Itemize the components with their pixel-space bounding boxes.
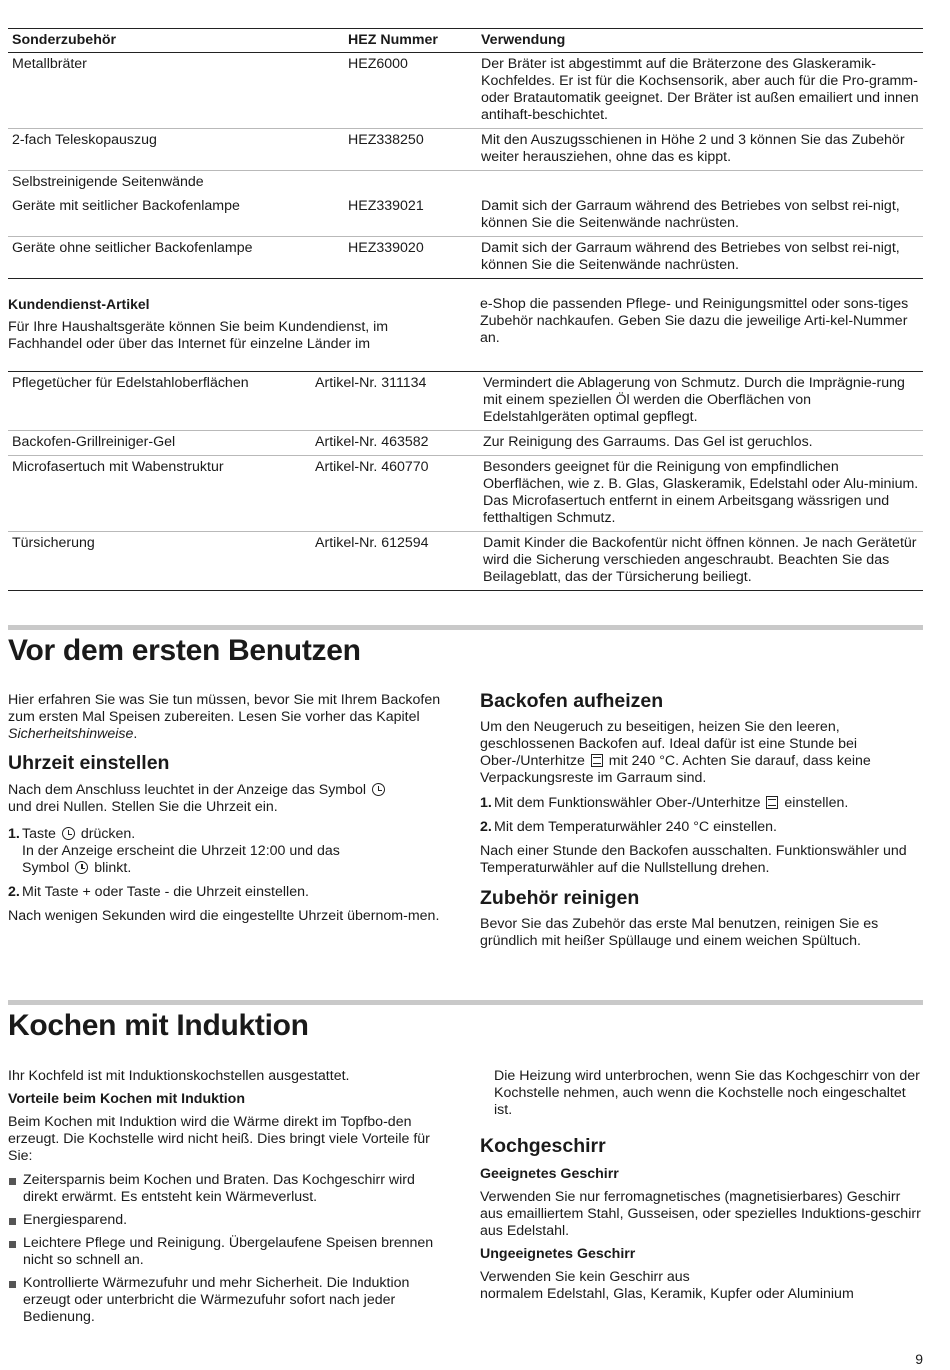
- step-text: In der Anzeige erscheint die Uhrzeit 12:00 und das: [22, 843, 340, 859]
- backofen-paragraph: [480, 719, 922, 787]
- step-text: Symbol: [22, 860, 70, 876]
- uhrzeit-step-2: [8, 884, 453, 901]
- vor-left-column: [8, 692, 453, 925]
- uhrzeit-text-2: und drei Nullen. Stellen Sie die Uhrzeit ein.: [8, 799, 278, 815]
- table-row: [8, 129, 923, 171]
- table-cell-use: Damit sich der Garraum während des Betriebes von selbst rei-nigt, können Sie die Seitenwände nachrüsten.: [481, 198, 900, 231]
- step-text: Mit dem Funktionswähler Ober-/Unterhitze: [494, 795, 761, 811]
- table-cell-number: HEZ339020: [348, 240, 424, 256]
- table-cell-use: Besonders geeignet für die Reinigung von empfindlichen Oberflächen, wie z. B. Glas, Glaskeramik, Edelstahl oder Alu-minium. Das Microfasertuch entfernt in einem Arbeitsgang wässrigen und fetthaltigen Schmutz.: [483, 459, 919, 526]
- table-cell-name: Türsicherung: [12, 535, 95, 551]
- table-cell-number: HEZ6000: [348, 56, 408, 72]
- table-header-row: [8, 29, 923, 53]
- table-cell-use: [477, 171, 923, 196]
- clock-icon: [62, 827, 75, 840]
- vor-intro: [8, 692, 453, 743]
- table-cell-use: Mit den Auszugsschienen in Höhe 2 und 3 können Sie das Zubehör weiter herausziehen, ohne das es kippt.: [481, 132, 905, 165]
- service-article-table: [8, 371, 923, 591]
- clock-icon: [372, 783, 385, 796]
- table-cell-number: HEZ338250: [348, 132, 424, 148]
- backofen-step-1: [480, 795, 922, 812]
- step-text: Mit dem Temperaturwähler 240 °C einstellen.: [494, 819, 777, 835]
- list-item-text: Leichtere Pflege und Reinigung. Übergelaufene Speisen brennen nicht so schnell an.: [23, 1235, 434, 1268]
- table-row: [8, 532, 923, 591]
- bullet-icon: [9, 1218, 16, 1225]
- table-cell-number: Artikel-Nr. 463582: [315, 434, 429, 450]
- table-row: [8, 456, 923, 532]
- table-cell-name: Metallbräter: [12, 56, 87, 72]
- list-item-text: Kontrollierte Wärmezufuhr und mehr Sicherheit. Die Induktion erzeugt oder unterbricht die Wärmezufuhr sofort nach jeder Bedienung.: [23, 1275, 410, 1325]
- table-cell-number: Artikel-Nr. 612594: [315, 535, 429, 551]
- uhrzeit-step-1: [8, 826, 453, 877]
- step-text: drücken.: [80, 826, 136, 842]
- column-header: Verwendung: [477, 29, 923, 53]
- backofen-title: Backofen aufheizen: [480, 690, 664, 712]
- table-cell-name: Selbstreinigende Seitenwände: [12, 174, 204, 190]
- vorteile-title: Vorteile beim Kochen mit Induktion: [8, 1091, 246, 1107]
- step-number: 2.: [8, 884, 20, 900]
- step-text: blinkt.: [94, 860, 132, 876]
- backofen-text-2: mit 240 °C. Achten Sie darauf, dass keine Verpackungsreste im Garraum sind.: [480, 753, 871, 786]
- table-row: [8, 195, 923, 237]
- oven-top-bottom-heat-icon: [591, 754, 603, 767]
- ungeeignet-title: Ungeeignetes Geschirr: [480, 1246, 636, 1262]
- step-text: Taste: [22, 826, 56, 842]
- heizung-paragraph: Die Heizung wird unterbrochen, wenn Sie das Kochgeschirr von der Kochstelle nehmen, auch wenn die Kochstelle noch eingeschaltet ist.: [494, 1068, 920, 1118]
- table-cell-use: Vermindert die Ablagerung von Schmutz. Durch die Imprägnie-rung mit einem speziellen Öl werden die Oberflächen von Edelstahlgeräten optimal gepflegt.: [483, 375, 905, 425]
- table-cell-name: Backofen-Grillreiniger-Gel: [12, 434, 176, 450]
- vorteile-paragraph: Beim Kochen mit Induktion wird die Wärme direkt im Topfbo-den erzeugt. Die Kochstelle wird nicht heiß. Dies bringt viele Vorteile für Sie:: [8, 1114, 430, 1164]
- table-cell-number: HEZ339021: [348, 198, 424, 214]
- step-text: Mit Taste + oder Taste - die Uhrzeit einstellen.: [22, 884, 309, 900]
- intro-text-end: .: [133, 726, 138, 742]
- table-row: [8, 372, 923, 431]
- ungeeignet-paragraph-2: normalem Edelstahl, Glas, Keramik, Kupfer oder Aluminium: [480, 1286, 854, 1302]
- section-title-vor: Vor dem ersten Benutzen: [8, 634, 361, 667]
- intro-link-text: Sicherheitshinweise: [8, 726, 134, 742]
- bullet-icon: [9, 1178, 16, 1185]
- uhrzeit-text: Nach dem Anschluss leuchtet in der Anzeige das Symbol: [8, 782, 367, 798]
- oven-top-bottom-heat-icon: [766, 796, 778, 809]
- zubehoer-title: Zubehör reinigen: [480, 887, 640, 909]
- table-cell-use: Der Bräter ist abgestimmt auf die Bräterzone des Glaskeramik-Kochfeldes. Er ist für die Kochsensorik, aber auch für die Pro-gramm- oder Bratautomatik geeignet. Der Bräter ist außen emailiert und innen antihaft-beschichtet.: [481, 56, 919, 123]
- kochen-intro: Ihr Kochfeld ist mit Induktionskochstellen ausgestattet.: [8, 1068, 350, 1084]
- table-row: [8, 431, 923, 456]
- clock-icon: [75, 861, 88, 874]
- table-cell-name: Geräte mit seitlicher Backofenlampe: [12, 198, 240, 214]
- table-cell-name: Geräte ohne seitlicher Backofenlampe: [12, 240, 253, 256]
- list-item-text: Zeitersparnis beim Kochen und Braten. Das Kochgeschirr wird direkt erwärmt. Es entsteht kein Wärmeverlust.: [23, 1172, 415, 1205]
- table-cell-use: Damit sich der Garraum während des Betriebes von selbst rei-nigt, können Sie die Seitenwände nachrüsten.: [481, 240, 900, 273]
- kochgeschirr-title: Kochgeschirr: [480, 1135, 606, 1157]
- uhrzeit-title: Uhrzeit einstellen: [8, 752, 170, 774]
- zubehoer-paragraph: Bevor Sie das Zubehör das erste Mal benutzen, reinigen Sie es gründlich mit heißer Spüllauge und einem weichen Spültuch.: [480, 916, 879, 949]
- kundendienst-right-text: e-Shop die passenden Pflege- und Reinigungsmittel oder sons-tiges Zubehör nachkaufen. Geben Sie dazu die jeweilige Arti-kel-Nummer an.: [480, 296, 909, 346]
- geeignet-paragraph-1: Verwenden Sie nur ferromagnetisches (magnetisierbares) Geschirr: [480, 1189, 901, 1205]
- intro-text: Hier erfahren Sie was Sie tun müssen, bevor Sie mit Ihrem Backofen zum ersten Mal Speisen zubereiten. Lesen Sie vorher das Kapitel: [8, 692, 441, 725]
- kundendienst-left-text: Für Ihre Haushaltsgeräte können Sie beim Kundendienst, im Fachhandel oder über das Internet für einzelne Länder im: [8, 319, 389, 352]
- backofen-text: Um den Neugeruch zu beseitigen, heizen Sie den leeren, geschlossenen Backofen auf. Ideal dafür ist eine Stunde bei Ober-/Unterhitze: [480, 719, 858, 769]
- table-cell-name: Microfasertuch mit Wabenstruktur: [12, 459, 224, 475]
- kundendienst-title: Kundendienst-Artikel: [8, 296, 150, 312]
- table-row: [8, 237, 923, 279]
- column-header: HEZ Nummer: [344, 29, 477, 53]
- list-item: [8, 1235, 453, 1269]
- list-item: [8, 1212, 453, 1229]
- kochen-right-column: [480, 1068, 922, 1303]
- backofen-paragraph-2: Nach einer Stunde den Backofen ausschalten. Funktionswähler und Temperaturwähler auf die Nullstellung drehen.: [480, 843, 907, 876]
- list-item-text: Energiesparend.: [23, 1212, 128, 1228]
- table-cell-use: Zur Reinigung des Garraums. Das Gel ist geruchlos.: [483, 434, 813, 450]
- list-item: [8, 1275, 453, 1326]
- column-header: Sonderzubehör: [8, 29, 344, 53]
- step-text: einstellen.: [784, 795, 849, 811]
- section-title-kochen: Kochen mit Induktion: [8, 1009, 309, 1042]
- backofen-step-2: [480, 819, 922, 836]
- step-number: 2.: [480, 819, 492, 835]
- step-number: 1.: [8, 826, 20, 842]
- page-number: 9: [915, 1351, 923, 1367]
- section-divider: [8, 625, 923, 630]
- step-number: 1.: [480, 795, 492, 811]
- table-row: [8, 53, 923, 129]
- table-cell-number: Artikel-Nr. 311134: [315, 375, 427, 391]
- kochen-left-column: [8, 1068, 453, 1326]
- geeignet-title: Geeignetes Geschirr: [480, 1166, 619, 1182]
- section-divider: [8, 1000, 923, 1005]
- table-cell-name: Pflegetücher für Edelstahloberflächen: [12, 375, 249, 391]
- bullet-icon: [9, 1241, 16, 1248]
- table-cell-name: 2-fach Teleskopauszug: [12, 132, 157, 148]
- ungeeignet-paragraph-1: Verwenden Sie kein Geschirr aus: [480, 1269, 690, 1285]
- bullet-icon: [9, 1281, 16, 1288]
- vor-right-column: [480, 690, 922, 950]
- table-cell-number: [344, 171, 477, 196]
- accessory-table: [8, 28, 923, 279]
- uhrzeit-paragraph: [8, 782, 453, 816]
- uhrzeit-paragraph-2: Nach wenigen Sekunden wird die eingestellte Uhrzeit übernom-men.: [8, 908, 440, 924]
- table-row: [8, 171, 923, 196]
- table-cell-use: Damit Kinder die Backofentür nicht öffnen können. Je nach Gerätetür wird die Sicherung verschieden angeschraubt. Beachten Sie das Beilageblatt, das der Türsicherung beiliegt.: [483, 535, 917, 585]
- list-item: [8, 1172, 453, 1206]
- table-cell-number: Artikel-Nr. 460770: [315, 459, 429, 475]
- geeignet-paragraph-2: aus emailliertem Stahl, Gusseisen, oder spezielles Induktions-geschirr aus Edelstahl.: [480, 1206, 921, 1239]
